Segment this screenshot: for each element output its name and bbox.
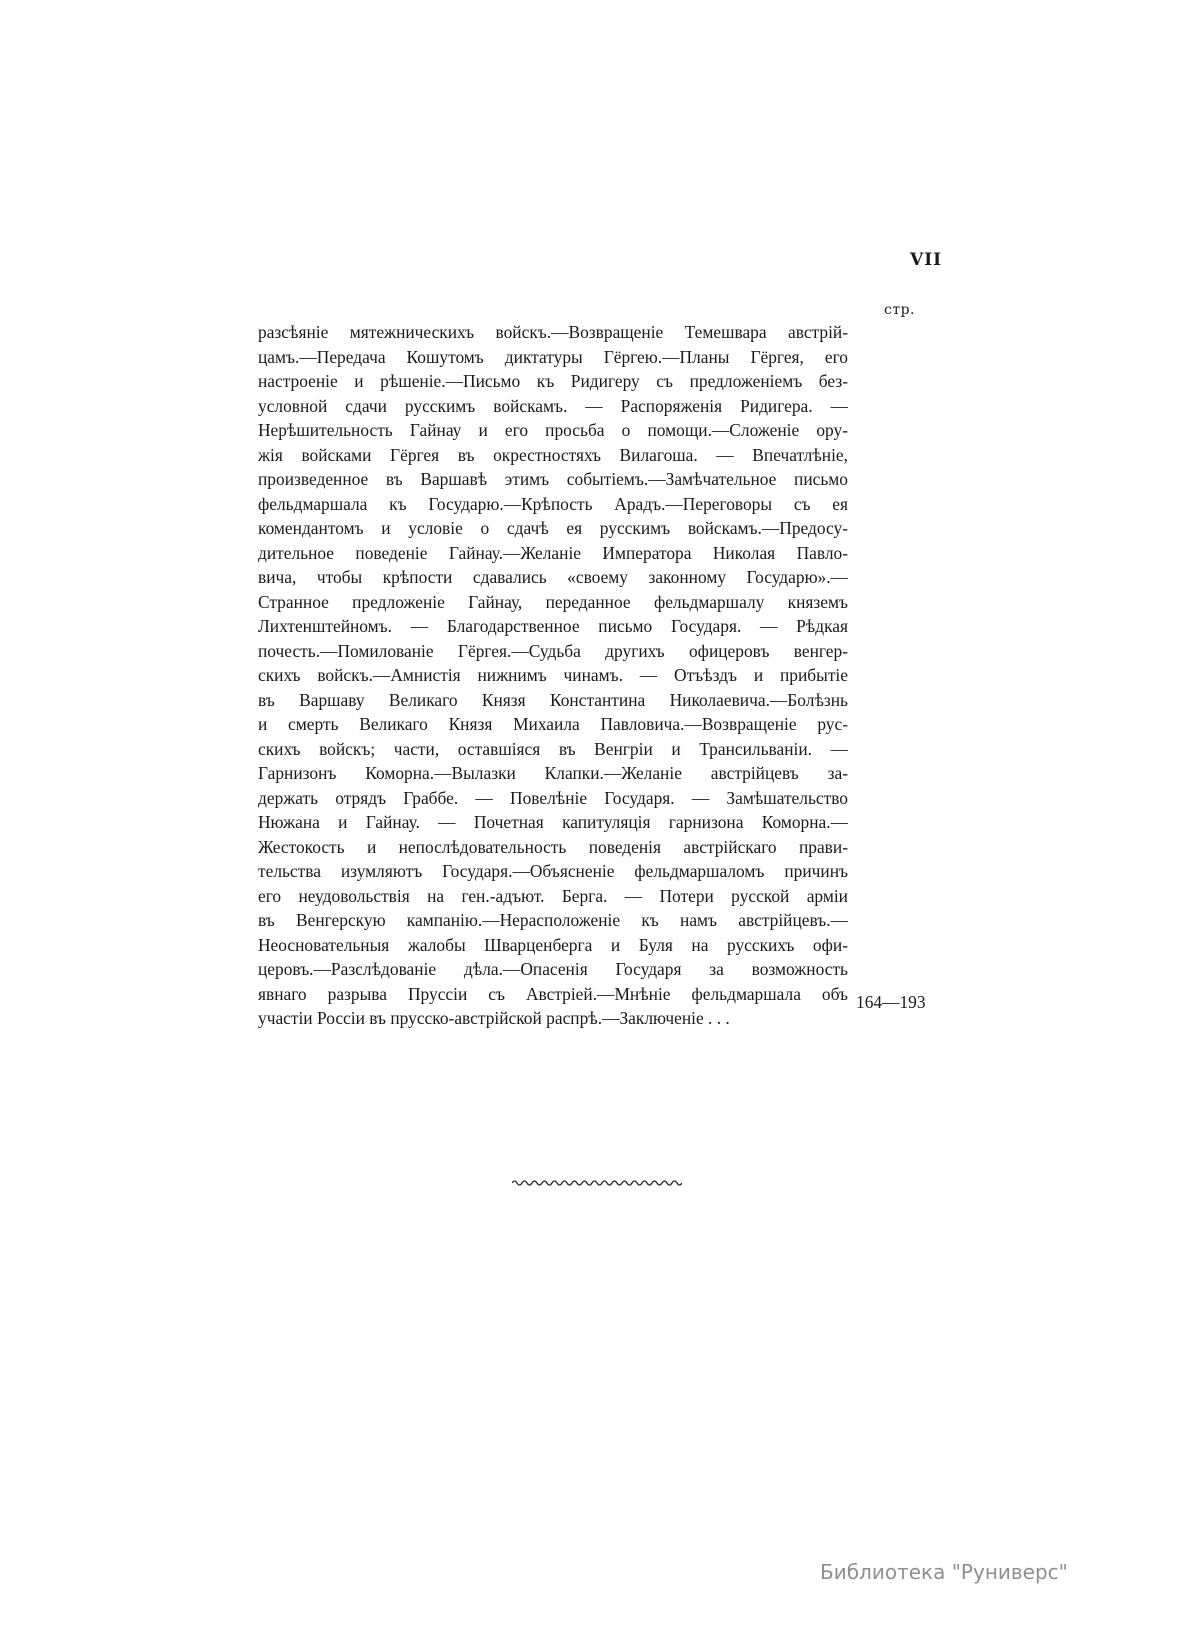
toc-line: комендантомъ и условіе о сдачѣ ея русскимъ войскамъ.—Предосу- [258,518,848,538]
toc-line: участіи Россіи въ прусско-австрійской распрѣ.—Заключеніе . . . [258,1008,730,1028]
toc-line: разсѣяніе мятежническихъ войскъ.—Возвращеніе Темешвара австрій- [258,322,848,342]
toc-line: скихъ войскъ; части, оставшіяся въ Венгріи и Трансильваніи. — [258,738,848,759]
toc-line: цамъ.—Передача Кошутомъ диктатуры Гёргею.—Планы Гёргея, его [258,346,848,367]
toc-line: тельства изумляютъ Государя.—Объясненіе фельдмаршаломъ причинъ [258,861,848,881]
toc-line: скихъ войскъ.—Амнистія нижнимъ чинамъ. — Отъѣздъ и прибытіе [258,665,848,685]
toc-line: Гарнизонъ Коморна.—Вылазки Клапки.—Желаніе австрійцевъ за- [258,763,848,783]
toc-line: Неосновательныя жалобы Шварценберга и Буля на русскихъ офи- [258,934,848,955]
page-number: VII [910,250,943,270]
toc-line: Нерѣшительность Гайнау и его просьба о помощи.—Сложеніе ору- [258,420,848,440]
toc-line: условной сдачи русскимъ войскамъ. — Распоряженія Ридигера. — [258,395,848,416]
toc-line: почесть.—Помилованіе Гёргея.—Судьба другихъ офицеровъ венгер- [258,640,848,661]
page-column-label: стр. [884,302,915,318]
toc-line: Лихтенштейномъ. — Благодарственное письмо Государя. — Рѣдкая [258,616,848,636]
toc-line: произведенное въ Варшавѣ этимъ событіемъ.—Замѣчательное письмо [258,469,848,489]
toc-line: вича, чтобы крѣпости сдавались «своему законному Государю».— [258,567,848,587]
toc-line: Странное предложеніе Гайнау, переданное фельдмаршалу княземъ [258,591,848,612]
toc-line: Жестокость и непослѣдовательность поведенія австрійскаго прави- [258,836,848,857]
toc-line: настроеніе и рѣшеніе.—Письмо къ Ридигеру съ предложеніемъ без- [258,371,848,391]
toc-line: явнаго разрыва Пруссіи съ Австріей.—Мнѣніе фельдмаршала объ [258,983,848,1004]
toc-line: въ Варшаву Великаго Князя Константина Николаевича.—Болѣзнь [258,689,848,710]
toc-page-range: 164—193 [856,992,926,1012]
toc-line: фельдмаршала къ Государю.—Крѣпость Арадъ.—Переговоры съ ея [258,493,848,514]
wavy-divider-ornament [512,1178,682,1188]
toc-line: его неудовольствія на ген.-адъют. Берга. — Потери русской арміи [258,885,848,906]
toc-line: Нюжана и Гайнау. — Почетная капитуляція гарнизона Коморна.— [258,812,848,832]
library-watermark: Библиотека "Руниверс" [820,1560,1068,1584]
toc-entry-text [258,320,848,1031]
toc-line: въ Венгерскую кампанію.—Нерасположеніе къ намъ австрійцевъ.— [258,910,848,930]
toc-line: дительное поведеніе Гайнау.—Желаніе Императора Николая Павло- [258,542,848,563]
toc-line: жія войсками Гёргея въ окрестностяхъ Вилагоша. — Впечатлѣніе, [258,444,848,465]
toc-line: держать отрядъ Граббе. — Повелѣніе Государя. — Замѣшательство [258,787,848,808]
toc-line: и смерть Великаго Князя Михаила Павловича.—Возвращеніе рус- [258,714,848,734]
toc-line: церовъ.—Разслѣдованіе дѣла.—Опасенія Государя за возможность [258,959,848,979]
